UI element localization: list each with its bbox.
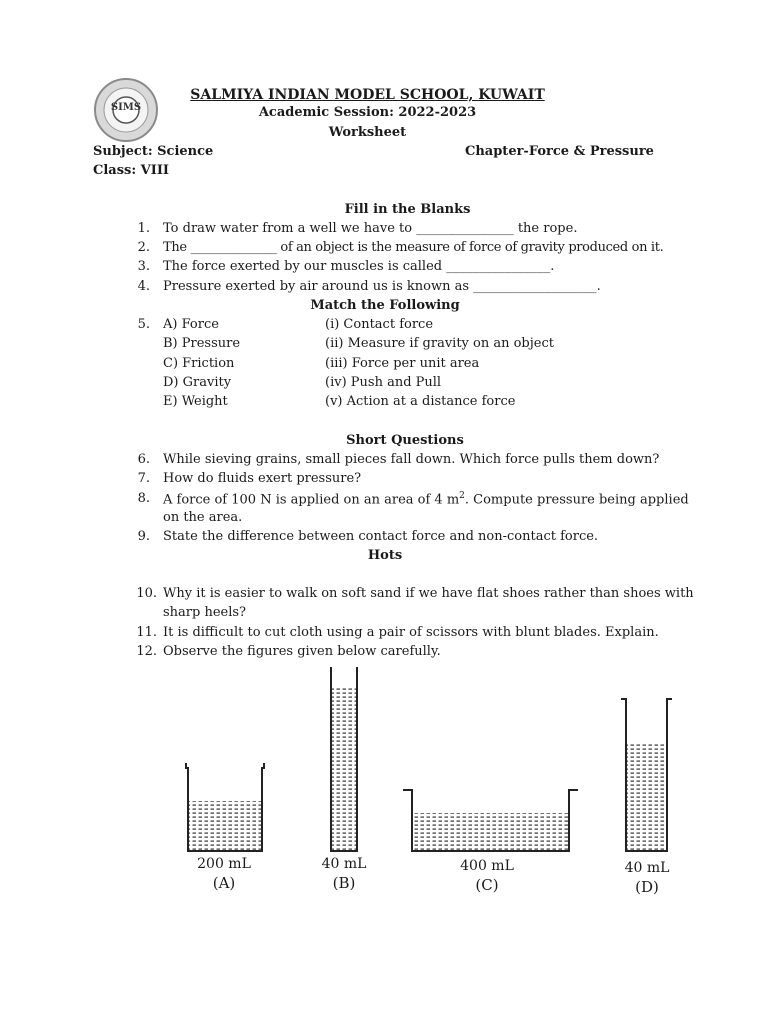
beaker-volume-label: 200 mL — [197, 856, 251, 872]
q8-text-a: A force of 100 N is applied on an area of 4 m — [163, 492, 460, 508]
question-text: Observe the figures given below carefully. — [163, 644, 441, 659]
beaker-d — [621, 699, 672, 851]
match-right-item: (ii) Measure if gravity on an object — [325, 336, 554, 351]
question-number: 7. — [137, 471, 150, 486]
question-text: Why it is easier to walk on soft sand if we have flat shoes rather than shoes with — [163, 586, 694, 601]
question-text: The ______________ of an object is the measure of force of gravity produced on it. — [163, 240, 664, 255]
question-text: It is difficult to cut cloth using a pair of scissors with blunt blades. Explain. — [163, 625, 659, 640]
beaker-volume-label: 400 mL — [460, 858, 514, 874]
beaker-volume-label: 40 mL — [624, 860, 670, 876]
q8-superscript: 2 — [459, 491, 465, 501]
question-number: 12. — [136, 644, 157, 659]
match-left-item: E) Weight — [163, 394, 228, 409]
match-heading: Match the Following — [310, 298, 460, 313]
match-right-item: (iii) Force per unit area — [325, 356, 480, 371]
question-number: 4. — [137, 279, 150, 294]
question-text: Pressure exerted by air around us is known as ___________________. — [163, 279, 601, 294]
school-name: SALMIYA INDIAN MODEL SCHOOL, KUWAIT — [190, 87, 545, 103]
beaker-letter-label: (B) — [332, 874, 356, 892]
short-questions-heading: Short Questions — [346, 433, 464, 448]
match-right-item: (v) Action at a distance force — [325, 394, 516, 409]
match-left-item: A) Force — [163, 317, 219, 332]
match-left-item: C) Friction — [163, 356, 235, 371]
question-text: The force exerted by our muscles is called ________________. — [163, 259, 555, 274]
beakers-figure — [0, 655, 768, 895]
academic-session: Academic Session: 2022-2023 — [258, 105, 477, 120]
match-right-item: (iv) Push and Pull — [325, 375, 442, 390]
question-number: 2. — [137, 240, 150, 255]
question-text — [163, 491, 689, 507]
beaker-b — [331, 667, 357, 851]
doc-type: Worksheet — [328, 125, 407, 140]
beaker-letter-label: (A) — [212, 874, 236, 892]
subject: Subject: Science — [93, 144, 214, 159]
hots-heading: Hots — [367, 548, 403, 563]
logo-text: SIMS — [110, 102, 142, 113]
question-number: 8. — [137, 491, 150, 506]
question-number: 10. — [136, 586, 157, 601]
beaker-letter-label: (D) — [635, 878, 659, 896]
question-number: 6. — [137, 452, 150, 467]
match-left-item: B) Pressure — [163, 336, 241, 351]
chapter: Chapter-Force & Pressure — [465, 144, 654, 159]
question-text: State the difference between contact force and non-contact force. — [163, 529, 599, 544]
q8-text-b: . Compute pressure being applied — [464, 492, 689, 508]
beaker-a — [186, 763, 264, 851]
question-continuation: sharp heels? — [163, 605, 247, 620]
beaker-letter-label: (C) — [475, 876, 499, 894]
question-number: 11. — [136, 625, 157, 640]
question-text: While sieving grains, small pieces fall down. Which force pulls them down? — [163, 452, 660, 467]
question-text: To draw water from a well we have to _______________ the rope. — [163, 221, 578, 236]
question-number: 1. — [137, 221, 150, 236]
question-number: 5. — [137, 317, 150, 332]
beaker-c — [403, 790, 578, 851]
match-right-item: (i) Contact force — [325, 317, 434, 332]
question-number: 9. — [137, 529, 150, 544]
question-text: How do fluids exert pressure? — [163, 471, 362, 486]
question-number: 3. — [137, 259, 150, 274]
fill-blanks-heading: Fill in the Blanks — [344, 202, 471, 217]
class: Class: VIII — [93, 163, 170, 178]
beaker-volume-label: 40 mL — [321, 856, 367, 872]
match-left-item: D) Gravity — [163, 375, 232, 390]
question-continuation: on the area. — [163, 510, 243, 525]
